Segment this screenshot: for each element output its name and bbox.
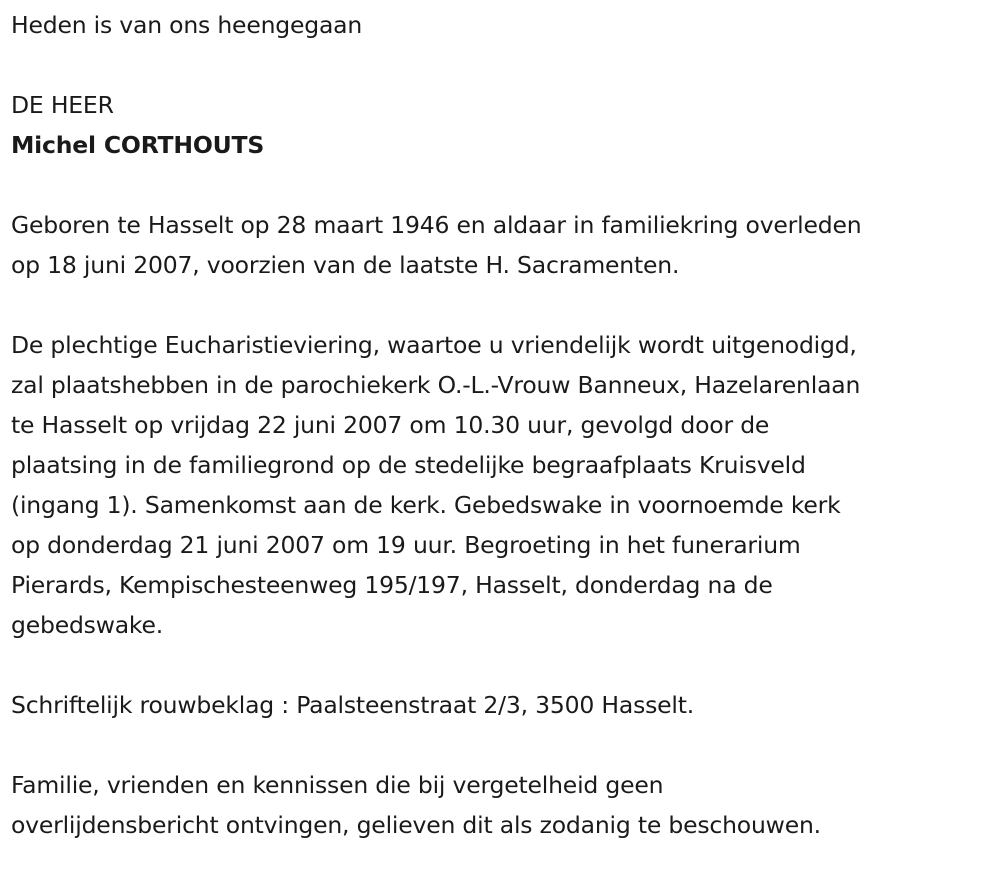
paragraph-line: overlijdensbericht ontvingen, gelieven dit als zodanig te beschouwen. — [11, 811, 821, 839]
paragraph-line: zal plaatshebben in de parochiekerk O.-L.-Vrouw Banneux, Hazelarenlaan — [11, 371, 861, 399]
paragraph-line: Pierards, Kempischesteenweg 195/197, Hasselt, donderdag na de — [11, 571, 773, 599]
paragraph-line: op 18 juni 2007, voorzien van de laatste H. Sacramenten. — [11, 251, 680, 279]
birth-paragraph — [11, 205, 996, 285]
paragraph-line: te Hasselt op vrijdag 22 juni 2007 om 10.30 uur, gevolgd door de — [11, 411, 770, 439]
paragraph-line: De plechtige Eucharistieviering, waartoe u vriendelijk wordt uitgenodigd, — [11, 331, 857, 359]
spacer — [11, 645, 996, 685]
paragraph-line: Geboren te Hasselt op 28 maart 1946 en aldaar in familiekring overleden — [11, 211, 862, 239]
intro-text: Heden is van ons heengegaan — [11, 11, 363, 39]
spacer — [11, 165, 996, 205]
paragraph-line: plaatsing in de familiegrond op de stedelijke begraafplaats Kruisveld — [11, 451, 806, 479]
deceased-name: Michel CORTHOUTS — [11, 131, 265, 159]
spacer — [11, 725, 996, 765]
paragraph-line: Familie, vrienden en kennissen die bij vergetelheid geen — [11, 771, 664, 799]
condolence-address: Schriftelijk rouwbeklag : Paalsteenstraat 2/3, 3500 Hasselt. — [11, 691, 695, 719]
paragraph-line: (ingang 1). Samenkomst aan de kerk. Gebedswake in voornoemde kerk — [11, 491, 841, 519]
closing-paragraph — [11, 765, 996, 845]
honorific-title: DE HEER — [11, 91, 114, 119]
paragraph-line: op donderdag 21 juni 2007 om 19 uur. Begroeting in het funerarium — [11, 531, 801, 559]
obituary-notice — [11, 0, 996, 845]
paragraph-line: gebedswake. — [11, 611, 164, 639]
spacer — [11, 45, 996, 85]
ceremony-paragraph — [11, 325, 996, 645]
spacer — [11, 285, 996, 325]
